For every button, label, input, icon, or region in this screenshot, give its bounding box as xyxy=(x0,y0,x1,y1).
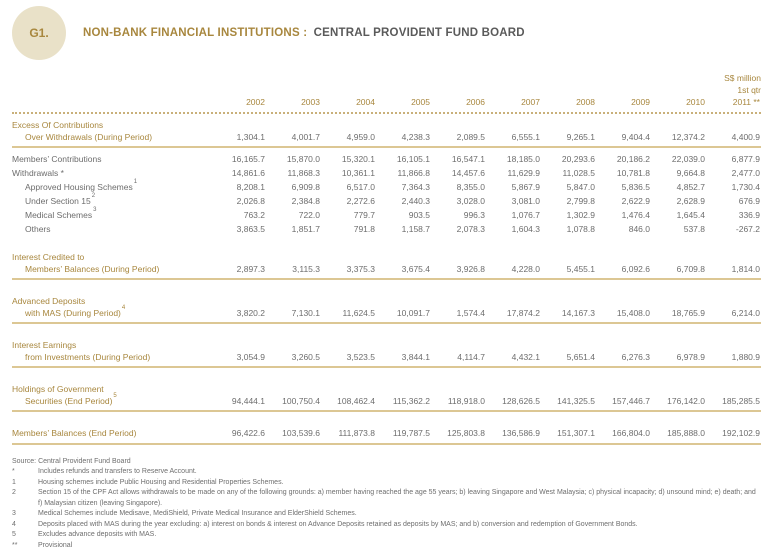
section-label-line1: Members’ Balances (End Period) xyxy=(12,428,137,438)
footnote-row xyxy=(12,520,761,531)
year-column-header: 2005 xyxy=(411,97,430,107)
section-label-line1: Advanced Deposits xyxy=(12,296,86,306)
footnote-marker: 1 xyxy=(12,478,16,486)
value-cell: 537.8 xyxy=(683,224,705,234)
year-header-spacer xyxy=(12,97,210,107)
header xyxy=(12,6,761,60)
value-cell: 166,804.0 xyxy=(612,428,650,438)
section-row xyxy=(12,252,761,275)
value-cell: 119,787.5 xyxy=(392,428,430,438)
value-cell: 1,851.7 xyxy=(291,224,320,234)
footnote-marker: * xyxy=(12,468,15,475)
value-cell: 6,978.9 xyxy=(676,351,705,362)
value-cell: 6,555.1 xyxy=(511,131,540,142)
table-row xyxy=(12,194,761,208)
footnote-reference: 4 xyxy=(121,304,126,311)
footnote-row xyxy=(12,488,761,509)
section-label-line1: Interest Earnings xyxy=(12,340,77,350)
section-label-line1: Excess Of Contributions xyxy=(12,120,104,130)
value-cell: 14,167.3 xyxy=(561,307,595,318)
footnote-marker: 2 xyxy=(12,489,16,496)
value-cell: 151,307.1 xyxy=(557,428,595,438)
year-column-header: 2002 xyxy=(246,97,265,107)
value-cell: 6,092.6 xyxy=(621,263,650,274)
value-cell: 5,836.5 xyxy=(621,182,650,192)
value-cell: 1,076.7 xyxy=(511,210,540,220)
unit-labels xyxy=(12,72,761,96)
value-cell: 3,375.3 xyxy=(346,263,375,274)
footnote-reference: 3 xyxy=(93,207,97,214)
footnote-reference: 1 xyxy=(133,179,138,186)
footnote-marker: ** xyxy=(12,541,18,549)
value-cell: 2,440.3 xyxy=(401,196,430,206)
value-cell: 11,028.5 xyxy=(562,168,595,178)
footnote-text: Medical Schemes include Medisave, MediShield, Private Medical Insurance and ElderShield Schemes. xyxy=(38,510,357,517)
value-cell: 20,186.2 xyxy=(616,154,650,164)
footnote-text: Section 15 of the CPF Act allows withdrawals to be made on any of the following grounds: a) member having reached the age 55 years; b) leaving Singapore and West Malaysia; c) physical incapacity; d) unsound mind; e) death; and f) Malaysian citizen (leaving Singapore). xyxy=(38,489,756,507)
value-cell: 3,054.9 xyxy=(236,351,265,362)
section-label-line2: from Investments (During Period) xyxy=(25,351,151,362)
table-row xyxy=(12,166,761,180)
value-cell: 176,142.0 xyxy=(667,395,705,406)
section-label xyxy=(12,428,210,440)
value-cell: 5,847.0 xyxy=(566,182,595,192)
year-column-header: 2008 xyxy=(576,97,595,107)
value-cell: 5,455.1 xyxy=(566,263,595,274)
value-cell: 7,130.1 xyxy=(291,307,320,318)
value-cell: 3,926.8 xyxy=(456,263,485,274)
section-label xyxy=(12,120,210,143)
value-cell: 2,272.6 xyxy=(346,196,375,206)
value-cell: 2,628.9 xyxy=(676,196,705,206)
footnote-text: Deposits placed with MAS during the year excluding: a) interest on bonds & interest on Advance Deposits retained as deposits by MAS; and b) conversion and redemption of Government Bonds. xyxy=(38,520,638,528)
value-cell: 2,384.8 xyxy=(291,196,320,206)
value-cell: 185,285.5 xyxy=(722,395,760,406)
value-cell: 9,265.1 xyxy=(566,131,595,142)
value-cell: 5,867.9 xyxy=(511,182,540,192)
table-section xyxy=(12,428,761,445)
footnotes xyxy=(12,457,761,552)
table-section xyxy=(12,340,761,368)
footnote-row xyxy=(12,541,761,552)
value-cell: 11,868.3 xyxy=(287,168,320,178)
value-cell: 11,624.5 xyxy=(342,307,375,318)
value-cell: 8,355.0 xyxy=(456,182,485,192)
value-cell: 9,664.8 xyxy=(676,168,705,178)
year-column-header: 2003 xyxy=(301,97,320,107)
value-cell: -267.2 xyxy=(735,224,760,234)
value-cell: 1,476.4 xyxy=(621,210,650,220)
value-cell: 4,114.7 xyxy=(457,351,485,362)
year-column-header: 2011 ** xyxy=(732,97,760,107)
year-column-header: 2006 xyxy=(466,97,485,107)
footnote-row xyxy=(12,509,761,520)
value-cell: 6,909.8 xyxy=(291,182,320,192)
badge-label: G1. xyxy=(29,26,49,40)
section-row xyxy=(12,120,761,143)
value-cell: 14,457.6 xyxy=(451,168,485,178)
value-cell: 2,026.8 xyxy=(236,196,265,206)
value-cell: 15,870.0 xyxy=(286,154,320,164)
value-cell: 3,675.4 xyxy=(401,263,430,274)
value-cell: 108,462.4 xyxy=(337,395,375,406)
title-gray: CENTRAL PROVIDENT FUND BOARD xyxy=(313,27,525,39)
row-label: Members’ Contributions xyxy=(12,154,102,164)
value-cell: 1,814.0 xyxy=(731,263,760,274)
value-cell: 111,873.8 xyxy=(338,428,375,438)
value-cell: 676.9 xyxy=(738,196,760,206)
year-column-header: 2007 xyxy=(521,97,540,107)
value-cell: 12,374.2 xyxy=(671,131,705,142)
value-cell: 3,820.2 xyxy=(236,307,265,318)
footnote-row xyxy=(12,478,761,489)
value-cell: 9,404.4 xyxy=(621,131,650,142)
value-cell: 10,781.8 xyxy=(616,168,650,178)
footnote-marker: 4 xyxy=(12,520,16,528)
value-cell: 100,750.4 xyxy=(282,395,320,406)
table-section xyxy=(12,120,761,148)
year-column-header: 2009 xyxy=(631,97,650,107)
value-cell: 125,803.8 xyxy=(447,428,485,438)
value-cell: 2,799.8 xyxy=(566,196,595,206)
value-cell: 4,001.7 xyxy=(291,131,320,142)
value-cell: 763.2 xyxy=(243,210,265,220)
section-row xyxy=(12,384,761,407)
unit-label: S$ million xyxy=(724,73,761,83)
value-cell: 10,361.1 xyxy=(341,168,375,178)
footnote-reference: 5 xyxy=(113,392,117,399)
value-cell: 16,165.7 xyxy=(231,154,265,164)
value-cell: 18,185.0 xyxy=(506,154,540,164)
value-cell: 1,604.3 xyxy=(511,224,540,234)
value-cell: 118,918.0 xyxy=(447,395,485,406)
value-cell: 94,444.1 xyxy=(231,395,265,406)
footnote-row xyxy=(12,467,761,478)
value-cell: 5,651.4 xyxy=(566,351,595,362)
value-cell: 846.0 xyxy=(628,224,650,234)
value-cell: 779.7 xyxy=(353,210,375,220)
value-cell: 2,897.3 xyxy=(236,263,265,274)
value-cell: 6,517.0 xyxy=(346,182,375,192)
row-label: Others xyxy=(25,224,51,234)
value-cell: 4,852.7 xyxy=(676,182,705,192)
value-cell: 3,863.5 xyxy=(236,224,265,234)
source-row xyxy=(12,457,761,468)
qtr-label: 1st qtr xyxy=(737,85,761,95)
value-cell: 11,866.8 xyxy=(397,168,430,178)
value-cell: 141,325.5 xyxy=(557,395,595,406)
value-cell: 115,362.2 xyxy=(392,395,430,406)
page-title xyxy=(83,27,525,39)
value-cell: 8,208.1 xyxy=(236,182,265,192)
value-cell: 1,730.4 xyxy=(731,182,760,192)
table-section xyxy=(12,296,761,324)
value-cell: 17,874.2 xyxy=(506,307,540,318)
section-label-line1: Holdings of Government xyxy=(12,384,104,394)
table-row xyxy=(12,180,761,194)
row-label: Medical Schemes$^3$ xyxy=(25,207,97,220)
value-cell: 4,228.0 xyxy=(511,263,540,274)
value-cell: 7,364.3 xyxy=(401,182,430,192)
value-cell: 3,115.3 xyxy=(292,263,320,274)
value-cell: 192,102.9 xyxy=(722,428,760,438)
section-label xyxy=(12,252,210,275)
value-cell: 16,547.1 xyxy=(451,154,485,164)
value-cell: 3,260.5 xyxy=(291,351,320,362)
value-cell: 1,078.8 xyxy=(566,224,595,234)
value-cell: 722.0 xyxy=(298,210,320,220)
value-cell: 16,105.1 xyxy=(396,154,430,164)
value-cell: 136,586.9 xyxy=(502,428,540,438)
value-cell: 20,293.6 xyxy=(561,154,595,164)
value-cell: 15,320.1 xyxy=(341,154,375,164)
value-cell: 1,302.9 xyxy=(566,210,595,220)
value-cell: 3,523.5 xyxy=(346,351,375,362)
value-cell: 6,276.3 xyxy=(621,351,650,362)
value-cell: 4,238.3 xyxy=(401,131,430,142)
value-cell: 2,622.9 xyxy=(621,196,650,206)
value-cell: 1,574.4 xyxy=(456,307,485,318)
value-cell: 18,765.9 xyxy=(671,307,705,318)
footnote-text: Provisional xyxy=(38,541,73,549)
footnote-marker: 3 xyxy=(12,510,16,517)
value-cell: 3,081.0 xyxy=(511,196,540,206)
table-section xyxy=(12,252,761,280)
section-row xyxy=(12,340,761,363)
value-cell: 1,158.7 xyxy=(401,224,430,234)
section-label-line2: Over Withdrawals (During Period) xyxy=(25,131,153,142)
footnote-text: Includes refunds and transfers to Reserve Account. xyxy=(38,468,197,475)
row-label: Approved Housing Schemes$^1$ xyxy=(25,179,138,192)
value-cell: 4,959.0 xyxy=(346,131,375,142)
value-cell: 996.3 xyxy=(463,210,485,220)
section-label-line2: Securities (End Period)$^5$ xyxy=(25,392,117,406)
table-row xyxy=(12,222,761,236)
value-cell: 2,078.3 xyxy=(456,224,485,234)
year-header-row xyxy=(12,97,761,114)
section-label-line2: with MAS (During Period)$^4$ xyxy=(25,304,126,318)
footnote-text: Excludes advance deposits with MAS. xyxy=(38,531,157,538)
value-cell: 3,028.0 xyxy=(456,196,485,206)
row-label: Withdrawals * xyxy=(12,168,64,178)
section-label-line1: Interest Credited to xyxy=(12,252,85,262)
source-text: Source: Central Provident Fund Board xyxy=(12,457,131,465)
section-label xyxy=(12,340,210,363)
footnote-text: Housing schemes include Public Housing and Residential Properties Schemes. xyxy=(38,478,284,486)
year-column-header: 2004 xyxy=(356,97,375,107)
value-cell: 157,446.7 xyxy=(612,395,650,406)
table-row xyxy=(12,208,761,222)
section-label-line2: Members’ Balances (During Period) xyxy=(25,263,160,274)
value-cell: 791.8 xyxy=(353,224,375,234)
value-cell: 6,877.9 xyxy=(731,154,760,164)
value-cell: 6,709.8 xyxy=(676,263,705,274)
value-cell: 6,214.0 xyxy=(731,307,760,318)
value-cell: 96,422.6 xyxy=(231,428,265,438)
value-cell: 2,089.5 xyxy=(456,131,485,142)
value-cell: 11,629.9 xyxy=(507,168,540,178)
value-cell: 3,844.1 xyxy=(401,351,430,362)
table-body xyxy=(12,120,761,445)
section-label xyxy=(12,384,210,407)
value-cell: 185,888.0 xyxy=(667,428,705,438)
value-cell: 128,626.5 xyxy=(502,395,540,406)
footnote-reference: 2 xyxy=(91,193,96,200)
footnote-row xyxy=(12,530,761,541)
value-cell: 10,091.7 xyxy=(396,307,430,318)
section-row xyxy=(12,428,761,440)
section-row xyxy=(12,296,761,319)
value-cell: 1,304.1 xyxy=(236,131,265,142)
value-cell: 1,880.9 xyxy=(731,351,760,362)
year-column-header: 2010 xyxy=(686,97,705,107)
table-section xyxy=(12,384,761,412)
value-cell: 14,861.6 xyxy=(231,168,265,178)
row-label: Under Section $15^2$ xyxy=(25,193,96,206)
title-gold: NON-BANK FINANCIAL INSTITUTIONS : xyxy=(83,27,308,39)
value-cell: 903.5 xyxy=(408,210,430,220)
value-cell: 4,400.9 xyxy=(731,131,760,142)
value-cell: 4,432.1 xyxy=(511,351,540,362)
value-cell: 336.9 xyxy=(738,210,760,220)
value-cell: 103,539.6 xyxy=(282,428,320,438)
section-label xyxy=(12,296,210,319)
value-cell: 1,645.4 xyxy=(676,210,705,220)
footnote-marker: 5 xyxy=(12,531,16,538)
table-row xyxy=(12,152,761,166)
value-cell: 22,039.0 xyxy=(671,154,705,164)
value-cell: 15,408.0 xyxy=(616,307,650,318)
value-cell: 2,477.0 xyxy=(731,168,760,178)
section-badge xyxy=(12,6,66,60)
